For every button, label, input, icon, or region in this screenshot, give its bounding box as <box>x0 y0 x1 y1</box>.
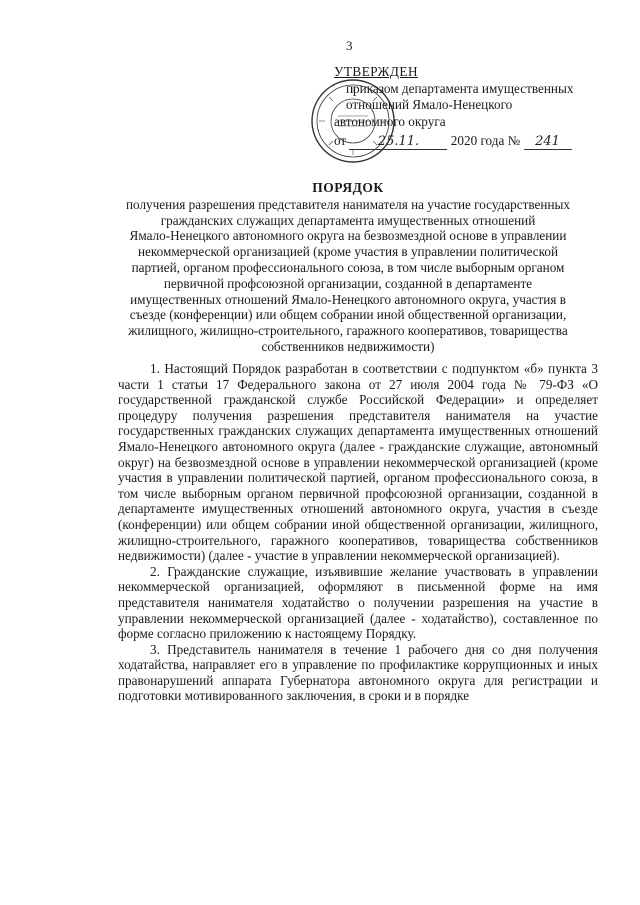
title-line: получения разрешения представителя нанимателя на участие государственных <box>126 196 570 212</box>
date-prefix: от <box>334 133 347 148</box>
title-line: съезде (конференции) или общем собрании иной общественной организации, <box>129 307 567 323</box>
handwritten-order-number: 241 <box>524 135 572 150</box>
document-body <box>118 361 598 704</box>
date-year-label: 2020 года № <box>450 133 521 148</box>
paragraph-3: 3. Представитель нанимателя в течение 1 рабочего дня со дня получения ходатайства, направляет его в управление по профилактике коррупционных и иных правонарушений аппарата Губернатора автономного округа для регистрации и подготовки мотивированного заключения, в сроки и в порядке <box>118 641 598 704</box>
title-line: собственников недвижимости) <box>261 338 435 354</box>
approval-region-line: автономного округа <box>334 113 446 129</box>
approval-heading: УТВЕРЖДЕН <box>334 64 419 79</box>
title-line: жилищного, жилищно-строительного, гаражного кооперативов, товарищества <box>128 323 568 339</box>
title-line: некоммерческой организацией (кроме участия в управлении политической <box>137 244 558 260</box>
approval-org-line: отношений Ямало-Ненецкого <box>346 97 513 112</box>
title-line: первичной профсоюзной организации, созданной в департаменте <box>163 275 533 291</box>
handwritten-date: 25.11. <box>349 135 447 150</box>
title-line: имущественных отношений Ямало-Ненецкого автономного округа, участия в <box>130 291 566 307</box>
page-number: 3 <box>346 38 353 53</box>
paragraph-1: 1. Настоящий Порядок разработан в соответствии с подпунктом «б» пункта 3 части 1 статьи 17 Федерального закона от 27 июля 2004 года № 79-ФЗ «О государственной гражданской службе Российской Федерации» и определяет процедуру получения разрешения представителя нанимателя на участие государственных гражданских служащих департамента имущественных отношений Ямало-Ненецкого автономного округа (далее - гражданские служащие, автономный округ) на безвозмездной основе в управлении некоммерческой организацией (кроме участия в управлении политической партией, органом профессионального союза, в том числе выборным органом первичной профсоюзной организации, созданной в департаменте имущественных отношений автономного округа, участия в съезде (конференции) или общем собрании иной общественной организации, жилищного, жилищно-строительного, гаражного кооперативов, товарищества собственников недвижимости) (далее - участие в управлении некоммерческой организацией). <box>118 361 598 564</box>
approval-order-line: приказом департамента имущественных <box>346 80 574 96</box>
title-line: гражданских служащих департамента имущественных отношений <box>160 212 536 228</box>
document-title <box>108 180 588 355</box>
approval-date-line <box>334 133 624 150</box>
paragraph-2: 2. Гражданские служащие, изъявившие желание участвовать в управлении некоммерческой организацией, оформляют в письменной форме на имя представителя нанимателя ходатайство о получении разрешения на участие в управлении некоммерческой организацией (далее - ходатайство), составленное по форме согласно приложению к настоящему Порядку. <box>118 563 598 642</box>
title-heading: ПОРЯДОК <box>312 180 384 195</box>
title-line: Ямало-Ненецкого автономного округа на безвозмездной основе в управлении <box>129 228 567 244</box>
title-line: партией, органом профессионального союза, в том числе выборным органом <box>131 259 565 275</box>
approval-block <box>334 64 624 150</box>
